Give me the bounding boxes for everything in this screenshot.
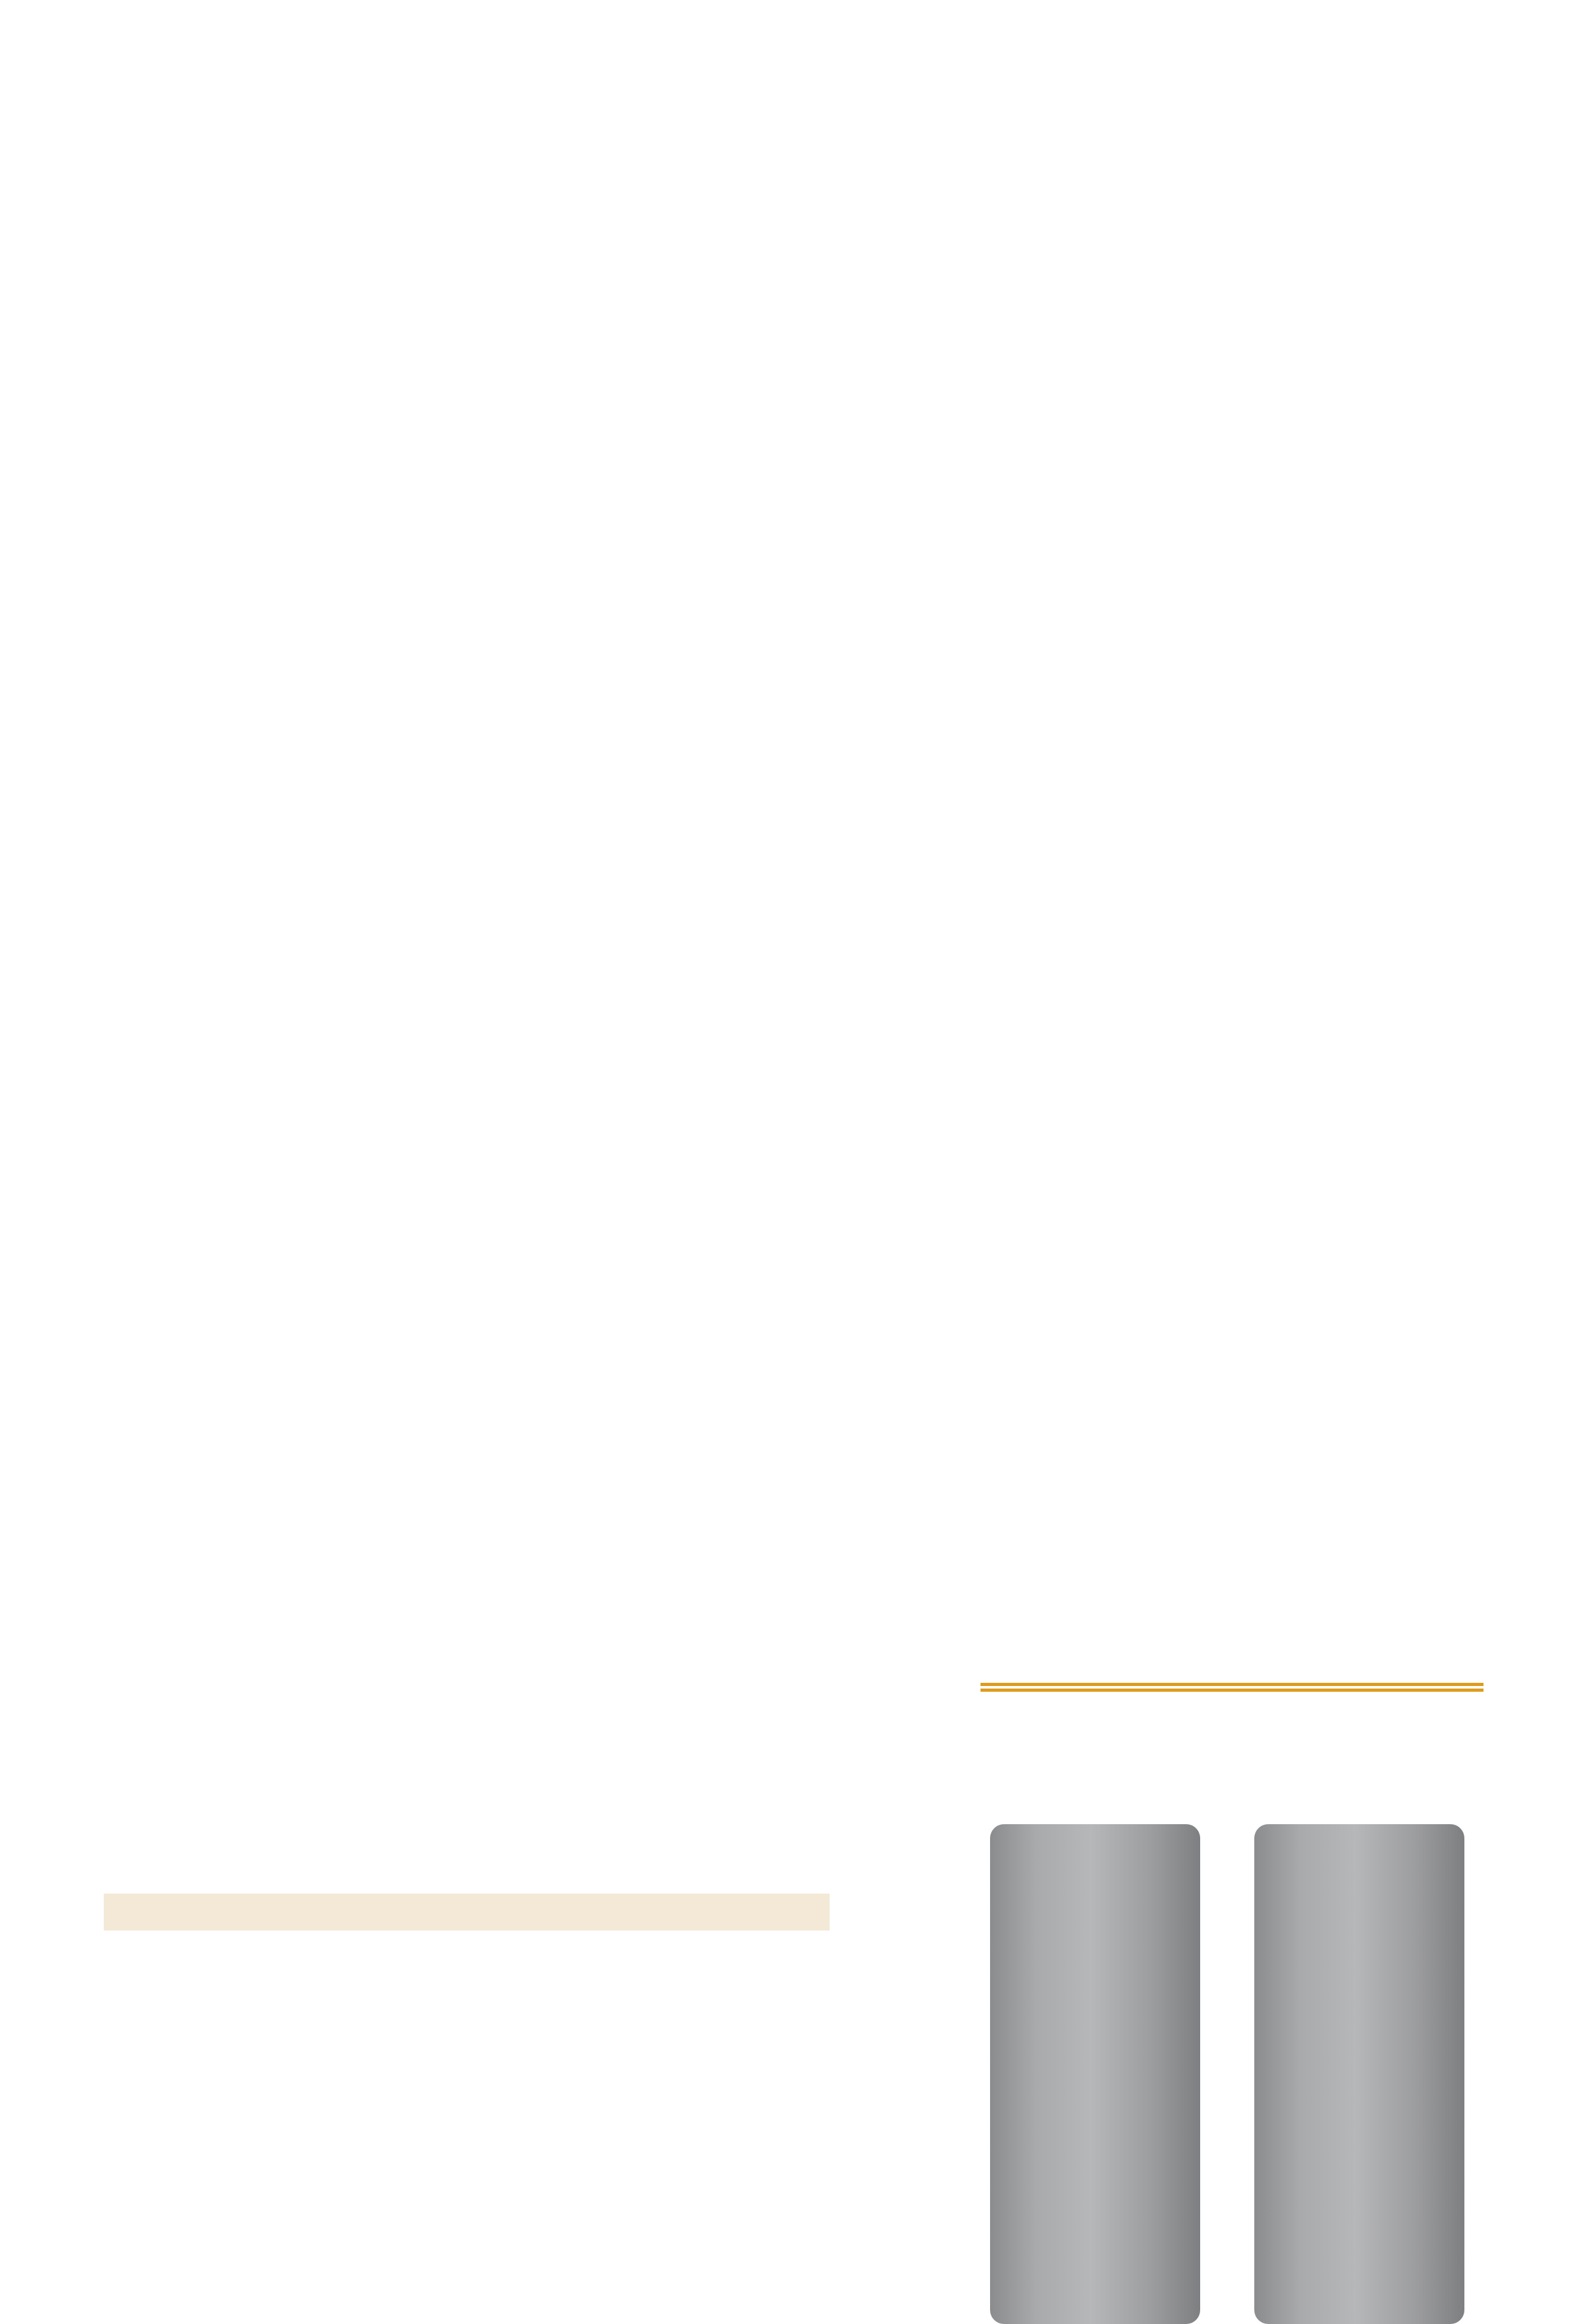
dimensions-value-row xyxy=(104,1894,830,1931)
connections-bottom-rule xyxy=(981,1689,1483,1692)
topview-180 xyxy=(544,1563,812,1773)
diagram-area xyxy=(0,888,1579,1563)
topview-90 xyxy=(124,1563,392,1773)
tank-photo-90 xyxy=(990,1824,1200,2324)
dimensions-header-row xyxy=(104,1866,830,1894)
tank-cutaway-180 xyxy=(516,888,872,1525)
connections-header-title xyxy=(1016,1680,1363,1683)
tank-cutaway-90 xyxy=(96,888,452,1525)
connections-header-model xyxy=(1363,1680,1483,1683)
dimensions-table xyxy=(104,1866,830,1934)
connections-table xyxy=(981,1636,1483,1692)
connections-header xyxy=(981,1636,1483,1686)
tank-photo-180 xyxy=(1254,1824,1464,2324)
